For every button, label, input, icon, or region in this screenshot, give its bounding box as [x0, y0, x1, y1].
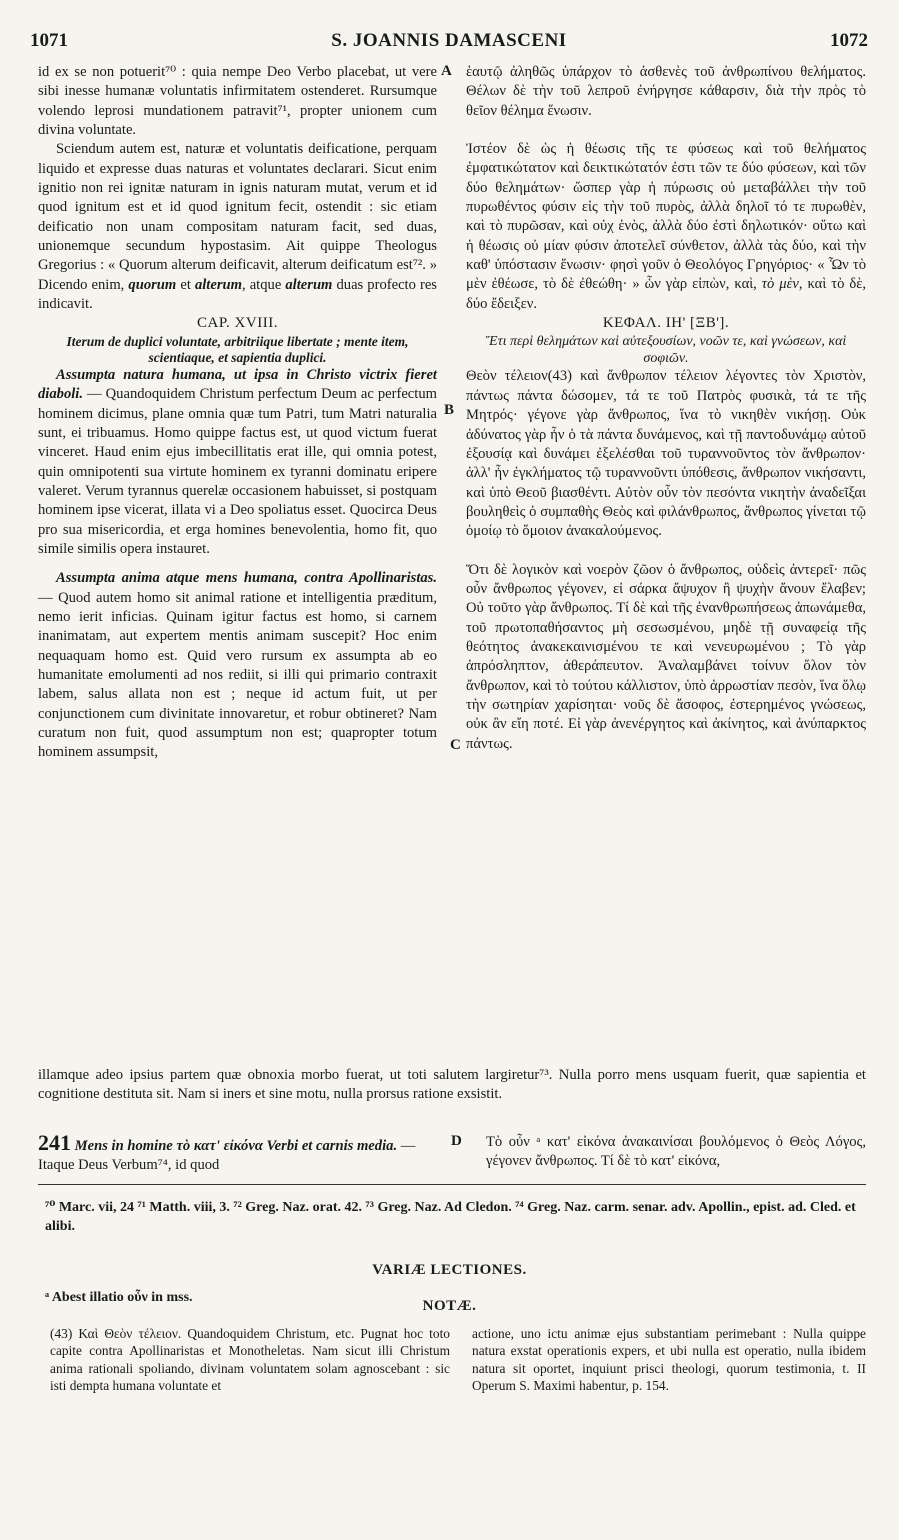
- greek-chapter-heading: ΚΕΦΑΛ. ΙΗ' [ΞΒ'].: [602, 315, 730, 332]
- margin-letter-b: B: [444, 402, 455, 418]
- greek-paragraph-2-text: Ἰστέον δὲ ὡς ἡ θέωσις τῆς τε φύσεως καὶ τοῦ θελήματος ἐμφατικώτατον καὶ δεικτικώτατόν ἐστι τῶν τε δύο φύσεων, καὶ τῶν δύο θελημάτων· ὥσπερ γὰρ ἡ πύρωσις οὐ μεταβάλλει τὴν τοῦ πυρωθέντος φύσιν εἰς τὴν τοῦ πυρὸς, ἀλλὰ δηλοῖ τό τε πυρωθὲν, καὶ τὸ πυρῶσαν, καὶ οὐχ ἑνὸς, ἀλλὰ δύο ἐστὶ δηλωτικόν· οὕτω καὶ ἡ θέωσις οὐ μίαν φύσιν ἀποτελεῖ σύνθετον, ἀλλὰ τὰς δύο, καὶ τὴν καθ' ὑπόστασιν ἕνωσιν· φησὶ γοῦν ὁ Θεολόγος Γρηγόριος· « Ὧν τὸ μὲν ἐθέωσε, τὸ δὲ ἐθεώθη· » ὧν γὰρ εἰπὼν, καὶ,: [466, 141, 866, 293]
- notae-column-1: (43) Καὶ Θεὸν τέλειον. Quandoquidem Christum, etc. Pugnat hoc toto capite contra Apollinaristas et Monotheletas. Nam sicut illi Christum anima rationali spoliando, divinam voluntatem solam agnoscebant : sic isti dempta humana voluntate et: [50, 1326, 450, 1394]
- latin-paragraph-1: id ex se non potuerit⁷⁰ : quia nempe Deo Verbo placebat, ut vere sibi inesse humanæ voluntatis infirmitatem ostenderet. Rursumque volendo leprosi mundationem patravit⁷¹, propter unionem cum divina voluntate.: [38, 64, 437, 139]
- latin-alterum-1: alterum: [194, 276, 242, 293]
- footnote-divider: [38, 1184, 866, 1185]
- latin-paragraph-2: [38, 140, 437, 314]
- greek-paragraph-2: [466, 140, 866, 314]
- greek-paragraph-4: Ὅτι δὲ λογικὸν καὶ νοερὸν ζῶον ὁ ἄνθρωπος, οὐδεὶς ἀντερεῖ· πῶς οὖν ἄνθρωπος γέγονεν, εἰ σάρκα ἄψυχον ἢ ψυχὴν ἄνουν ἔλαβεν; Οὐ τοῦτο γὰρ ἄνθρωπος. Τί δὲ καὶ τῆς ἐνανθρωπήσεως ἀπωνάμεθα, τοῦ πρωτοπαθήσαντος μὴ σεσωσμένου, μηδὲ τῇ συναφείᾳ τῆς θεότητος ἀνακεκαινισμένου τε καὶ νενευρωμένου ; Τὸ γὰρ ἀπρόσληπτον, ἀθεράπευτον. Ἀναλαμβάνει τοίνυν ὅλον τὸν ἄνθρωπον, καὶ τὸ τούτου κάλλιστον, ὑπὸ ἀρρωστίαν πεσὸν, ἵνα ὅλῳ τὴν σωτηρίαν χαρίσηται· νοῦς δὲ ἄσοφος, ἐστερημένος γνώσεως, οὐκ ἂν εἴη ποτέ. Εἰ γὰρ ἀνενέργητος καὶ ἀκίνητος, καὶ ἀνύπαρκτος πάντως.: [466, 561, 866, 752]
- latin-chapter-heading: CAP. XVIII.: [197, 315, 278, 332]
- migne-column-number: 241: [38, 1130, 71, 1155]
- bottom-latin-text: — Itaque Deus Verbum⁷⁴, id quod: [38, 1138, 416, 1173]
- running-title: S. JOANNIS DAMASCENI: [331, 30, 567, 51]
- latin-sidenote-1: Assumpta natura humana, ut ipsa in Christo victrix fieret diaboli.: [38, 366, 437, 403]
- fullwidth-paragraph: illamque adeo ipsius partem quæ obnoxia morbo fuerat, ut toti salutem largiretur⁷³. Nulla porro mens usquam fuerit, quæ sapientia et cognitione destituta sit. Nam si iners et sine motu, nulla prorsus ratione exsistit.: [38, 1067, 866, 1103]
- margin-letter-d: D: [451, 1133, 462, 1149]
- variae-lectiones-text: ᵃ Abest illatio οὖν in mss.: [45, 1290, 193, 1305]
- latin-paragraph-2-end: duas profecto res indicavit.: [38, 276, 437, 313]
- latin-quorum: quorum: [128, 276, 177, 293]
- notae-column-2: actione, uno ictu animæ ejus substantiam perimebant : Nulla quippe natura exstat operationis expers, et ubi nulla est operatio, nulla ibidem natura sit oportet, inquiunt prisci theologi, quorum testimonia, t. II Operum S. Maximi habentur, p. 154.: [472, 1326, 866, 1394]
- bottom-latin: [38, 1130, 448, 1175]
- footnotes: ⁷⁰ Marc. vii, 24 ⁷¹ Matth. viii, 3. ⁷² Greg. Naz. orat. 42. ⁷³ Greg. Naz. Ad Cledon. ⁷⁴ Greg. Naz. carm. senar. adv. Apollin., epist. ad. Cled. et alibi.: [45, 1200, 856, 1234]
- page-number-left: 1071: [30, 30, 68, 51]
- latin-et: et: [176, 276, 195, 293]
- latin-sidenote-2: Assumpta anima atque mens humana, contra Apollinaristas.: [56, 570, 437, 587]
- latin-atque: , atque: [241, 276, 286, 293]
- greek-paragraph-1: ἑαυτῷ ἀληθῶς ὑπάρχον τὸ ἀσθενὲς τοῦ ἀνθρωπίνου θελήματος. Θέλων δὲ τὴν τοῦ λεπροῦ ἐνήργησε κάθαρσιν, διὰ τὴν πρὸς τὸ θεῖον θέλημα ἕνωσιν.: [466, 64, 866, 119]
- greek-paragraph-2-end: , καὶ τὸ δὲ, δύο ἔδειξεν.: [466, 276, 866, 312]
- latin-alterum-2: alterum: [285, 276, 333, 293]
- greek-paragraph-3: Θεὸν τέλειον(43) καὶ ἄνθρωπον τέλειον λέγοντες τὸν Χριστὸν, πάντως πάντα δώσομεν, τά τε τοῦ Πατρὸς φυσικὰ, τά τε τῆς Μητρός· γέγονε γὰρ ἄνθρωπος, ἵνα τὸ νικηθὲν νικήσῃ. Οὐκ ἀδύνατος γὰρ ἦν ὁ τὰ πάντα δυνάμενος, καὶ τῇ παντοδυνάμῳ αὐτοῦ ἐξουσίᾳ καὶ δυνάμει ἐξελέσθαι τοῦ τυραννοῦντος τὸν ἄνθρωπον· ἀλλ' ἦν ἐγκλήματος τῷ τυραννοῦντι ὑπόθεσις, ἄνθρωπον νικήσαντι, καὶ ὑπὸ Θεοῦ βιασθέντι. Αὐτὸν οὖν τὸν πεσόντα νικητὴν ἀναδεῖξαι βουληθεὶς ὁ συμπαθὴς Θεὸς καὶ φιλάνθρωπος, ἄνθρωπος γίνεται τῷ ὁμοίῳ τὸ ὅμοιον ἀνακαλούμενος.: [466, 368, 866, 540]
- latin-paragraph-3: [38, 366, 437, 559]
- variae-lectiones-title: VARIÆ LECTIONES.: [372, 1262, 527, 1278]
- latin-paragraph-2-text: Sciendum autem est, naturæ et voluntatis deificatione, perquam liquido et expresse duas naturas et voluntates declarari. Sicut enim ignitio non rei ignitæ naturam in ignis naturam mutat, verum et id quod ignitum est et id quod ignitum fecit, ostendit : sic etiam deificatio non unam compositam naturam facit, sed duas, unionemque secundum hypostasim. Ait quippe Theologus Gregorius : « Quorum alterum deificavit, alterum deificatum est⁷². » Dicendo enim,: [38, 141, 437, 293]
- margin-letter-c: C: [450, 737, 461, 753]
- latin-paragraph-3-text: — Quandoquidem Christum perfectum Deum ac perfectum hominem dicimus, plane omnia quæ tum Patri, tum Matri naturalia sunt, ei tribuamus. Homo quippe factus est, ut quod victum fuerat vinceret. Haud enim ejus imbecillitatis erat ille, qui omnia potest, quin omnipotenti sua virtute hominem ex tyranni dominatu eripere valeret. Verum tyrannus querelæ occasionem habuisset, si postquam hominem ipse vicerat, illata vi a Deo spoliatus esset. Quocirca Deus pro sua misericordia, et erga homines benevolentia, homo fit, quo simile similis opera instauret.: [38, 386, 437, 557]
- page-number-right: 1072: [830, 30, 868, 51]
- greek-chapter-subtitle: Ἔτι περὶ θελημάτων καὶ αὐτεξουσίων, νοῶν τε, καὶ γνώσεων, καὶ σοφιῶν.: [485, 334, 847, 367]
- latin-paragraph-4: [38, 569, 437, 762]
- greek-to-men: τὸ μὲν: [761, 276, 799, 293]
- latin-paragraph-4-text: — Quod autem homo sit animal ratione et intelligentia præditum, nemo ierit inficias. Quinam igitur factus est homo, si carnem inanimatam, aut expertem mentis animam suscepit? Hoc enim nequaquam homo est. Quid vero rursum ex assumpta ab eo humanitate emolumenti ad nos rediit, si illi qui primario contraxit labem, salus allata non est ; neque id actum fuit, ut per conjunctionem cum divinitate innovaretur, et robur obtineret? Nam curatum non fuit, quod assumptum non est; quapropter totum hominem assumpsit,: [38, 589, 437, 761]
- latin-chapter-subtitle: Iterum de duplici voluntate, arbitriique libertate ; mente item, scientiaque, et sapientia duplici.: [66, 333, 409, 365]
- bottom-greek: Τὸ οὖν ᵃ κατ' εἰκόνα ἀνακαινίσαι βουλόμενος ὁ Θεὸς Λόγος, γέγονεν ἄνθρωπος. Τί δὲ τὸ κατ' εἰκόνα,: [486, 1134, 866, 1169]
- margin-letter-a: A: [441, 63, 452, 79]
- bottom-latin-sidenote: Mens in homine τὸ κατ' εἰκόνα Verbi et carnis media.: [74, 1138, 398, 1154]
- running-header: [30, 30, 868, 58]
- latin-column: [38, 63, 437, 763]
- notae-title: NOTÆ.: [422, 1298, 477, 1314]
- greek-column: [466, 63, 866, 754]
